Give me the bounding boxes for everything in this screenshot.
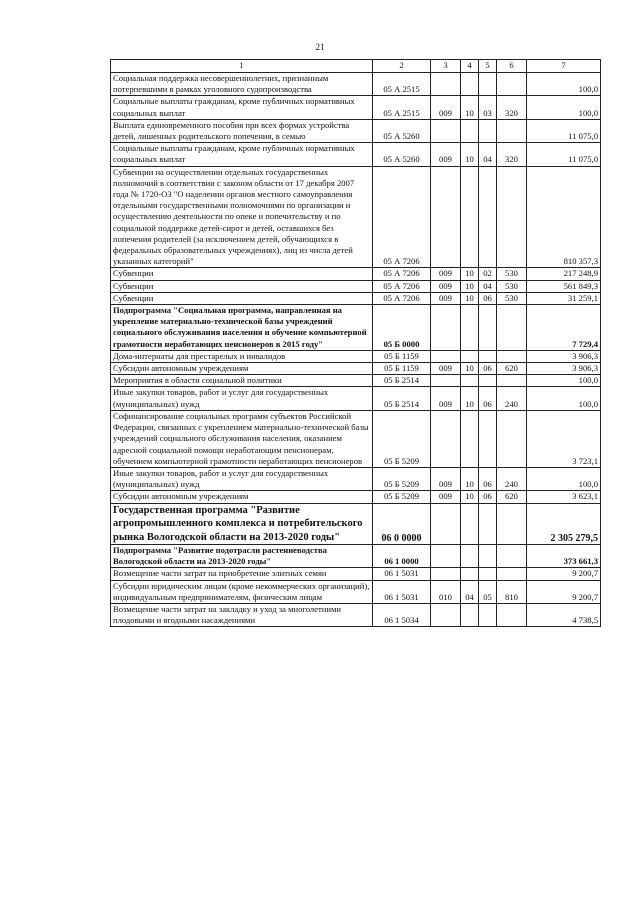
row-name: Субвенции на осуществлении отдельных государственных полномочий в соответствии с законом области от 17 декабря 2007 года № 1720-ОЗ "О наделении органов местного самоуправления отдельными государственными полномочиями по организации и осуществлению деятельности по опеке и попечительству и по социальной поддержке детей-сирот и детей, оставшихся без попечения родителей (за исключением детей, обучающихся в федеральных образовательных учреждениях), лиц из числа детей указанных категорий" [111, 166, 373, 268]
row-code: 05 Б 1159 [373, 350, 431, 362]
row-code: 06 0 0000 [373, 503, 431, 545]
row-code: 05 Б 1159 [373, 363, 431, 375]
row-name: Социальные выплаты гражданам, кроме публичных нормативных социальных выплат [111, 143, 373, 166]
row-sum: 373 661,3 [527, 545, 601, 568]
row-rz: 10 [461, 491, 479, 503]
table-row [111, 568, 601, 580]
row-vr [497, 350, 527, 362]
row-code: 06 1 5031 [373, 568, 431, 580]
row-rz [461, 350, 479, 362]
row-rz: 10 [461, 96, 479, 119]
row-grbs [431, 568, 461, 580]
row-pr [479, 410, 497, 467]
row-vr: 240 [497, 467, 527, 490]
row-sum: 4 738,5 [527, 604, 601, 627]
row-rz: 10 [461, 143, 479, 166]
row-rz [461, 119, 479, 142]
header-col-5: 5 [479, 60, 497, 73]
table-row [111, 375, 601, 387]
table-row [111, 166, 601, 268]
row-name: Иные закупки товаров, работ и услуг для государственных (муниципальных) нужд [111, 387, 373, 410]
row-grbs: 009 [431, 387, 461, 410]
row-sum: 100,0 [527, 467, 601, 490]
row-grbs: 009 [431, 268, 461, 280]
table-row [111, 467, 601, 490]
budget-table [110, 59, 601, 627]
row-sum: 3 623,1 [527, 491, 601, 503]
table-row [111, 73, 601, 96]
row-vr [497, 305, 527, 351]
row-sum: 217 248,9 [527, 268, 601, 280]
row-vr: 620 [497, 363, 527, 375]
table-row [111, 305, 601, 351]
header-col-7: 7 [527, 60, 601, 73]
row-vr: 320 [497, 143, 527, 166]
row-code: 05 А 5260 [373, 119, 431, 142]
row-pr [479, 119, 497, 142]
row-pr [479, 604, 497, 627]
row-name: Субсидии автономным учреждениям [111, 363, 373, 375]
row-rz: 10 [461, 467, 479, 490]
table-row [111, 580, 601, 603]
row-grbs: 009 [431, 292, 461, 304]
table-row [111, 119, 601, 142]
row-vr: 530 [497, 268, 527, 280]
row-rz [461, 305, 479, 351]
row-rz: 10 [461, 292, 479, 304]
row-name: Возмещение части затрат на закладку и уход за многолетними плодовыми и ягодными насаждениями [111, 604, 373, 627]
table-row [111, 503, 601, 545]
row-pr: 06 [479, 387, 497, 410]
row-sum: 100,0 [527, 387, 601, 410]
row-name: Софинансирование социальных программ субъектов Российской Федерации, связанных с укреплением материально-технической базы учреждений социального обслуживания населения, оказанием адресной социальной помощи неработающим пенсионерам, обучением компьютерной грамотности неработающих пенсионеров [111, 410, 373, 467]
row-name: Субсидии юридическим лицам (кроме некоммерческих организаций), индивидуальным предпринимателям, физическим лицам [111, 580, 373, 603]
row-code: 05 Б 5209 [373, 467, 431, 490]
row-name: Субвенции [111, 292, 373, 304]
row-code: 05 Б 2514 [373, 387, 431, 410]
row-vr: 530 [497, 280, 527, 292]
table-row [111, 280, 601, 292]
row-grbs [431, 410, 461, 467]
header-col-3: 3 [431, 60, 461, 73]
row-code: 05 А 7206 [373, 268, 431, 280]
row-code: 05 А 5260 [373, 143, 431, 166]
row-grbs: 010 [431, 580, 461, 603]
row-vr [497, 410, 527, 467]
row-sum: 11 075,0 [527, 143, 601, 166]
row-grbs: 009 [431, 280, 461, 292]
table-row [111, 410, 601, 467]
table-row [111, 350, 601, 362]
row-sum: 3 723,1 [527, 410, 601, 467]
table-row [111, 387, 601, 410]
row-vr: 620 [497, 491, 527, 503]
row-pr: 06 [479, 363, 497, 375]
row-grbs [431, 305, 461, 351]
row-name: Государственная программа "Развитие агропромышленного комплекса и потребительского рынка Вологодской области на 2013-2020 годы" [111, 503, 373, 545]
row-vr [497, 119, 527, 142]
row-vr [497, 604, 527, 627]
header-col-2: 2 [373, 60, 431, 73]
row-name: Субсидии автономным учреждениям [111, 491, 373, 503]
row-pr: 06 [479, 491, 497, 503]
row-name: Подпрограмма "Развитие подотрасли растениеводства Вологодской области на 2013-2020 годы" [111, 545, 373, 568]
row-pr [479, 545, 497, 568]
row-pr [479, 305, 497, 351]
row-grbs [431, 375, 461, 387]
row-sum: 9 200,7 [527, 568, 601, 580]
row-rz [461, 545, 479, 568]
row-rz [461, 568, 479, 580]
row-vr [497, 73, 527, 96]
row-sum: 810 357,3 [527, 166, 601, 268]
row-name: Выплата единовременного пособия при всех формах устройства детей, лишенных родительского попечения, в семью [111, 119, 373, 142]
row-rz: 04 [461, 580, 479, 603]
row-rz [461, 604, 479, 627]
row-grbs: 009 [431, 363, 461, 375]
row-name: Иные закупки товаров, работ и услуг для государственных (муниципальных) нужд [111, 467, 373, 490]
row-name: Субвенции [111, 280, 373, 292]
row-grbs: 009 [431, 467, 461, 490]
row-pr [479, 350, 497, 362]
row-code: 05 Б 5209 [373, 410, 431, 467]
table-row [111, 143, 601, 166]
row-code: 06 1 0000 [373, 545, 431, 568]
row-pr: 02 [479, 268, 497, 280]
row-pr [479, 166, 497, 268]
row-pr: 06 [479, 292, 497, 304]
row-grbs [431, 350, 461, 362]
row-vr: 810 [497, 580, 527, 603]
row-code: 05 Б 2514 [373, 375, 431, 387]
row-code: 05 А 7206 [373, 292, 431, 304]
row-rz: 10 [461, 280, 479, 292]
row-grbs [431, 166, 461, 268]
row-rz: 10 [461, 363, 479, 375]
row-sum: 3 906,3 [527, 363, 601, 375]
header-col-6: 6 [497, 60, 527, 73]
row-name: Мероприятия в области социальной политики [111, 375, 373, 387]
row-name: Субвенции [111, 268, 373, 280]
row-name: Социальная поддержка несовершеннолетних, признанным потерпевшими в рамках уголовного судопроизводства [111, 73, 373, 96]
row-grbs [431, 73, 461, 96]
row-sum: 100,0 [527, 375, 601, 387]
row-pr [479, 73, 497, 96]
row-pr [479, 375, 497, 387]
row-code: 05 Б 0000 [373, 305, 431, 351]
row-pr: 05 [479, 580, 497, 603]
row-sum: 11 075,0 [527, 119, 601, 142]
row-name: Социальные выплаты гражданам, кроме публичных нормативных социальных выплат [111, 96, 373, 119]
row-code: 06 1 5031 [373, 580, 431, 603]
row-grbs [431, 119, 461, 142]
row-code: 05 А 2515 [373, 96, 431, 119]
header-col-4: 4 [461, 60, 479, 73]
row-rz: 10 [461, 268, 479, 280]
row-code: 06 1 5034 [373, 604, 431, 627]
row-name: Возмещение части затрат на приобретение элитных семян [111, 568, 373, 580]
row-sum: 100,0 [527, 96, 601, 119]
row-pr: 06 [479, 467, 497, 490]
row-sum: 9 200,7 [527, 580, 601, 603]
row-pr [479, 568, 497, 580]
table-row [111, 545, 601, 568]
row-grbs [431, 503, 461, 545]
row-vr [497, 375, 527, 387]
row-code: 05 А 2515 [373, 73, 431, 96]
row-rz: 10 [461, 387, 479, 410]
table-row [111, 604, 601, 627]
row-pr: 04 [479, 280, 497, 292]
row-sum: 3 906,3 [527, 350, 601, 362]
row-vr: 240 [497, 387, 527, 410]
table-row [111, 363, 601, 375]
row-rz [461, 410, 479, 467]
row-vr: 320 [497, 96, 527, 119]
row-rz [461, 375, 479, 387]
row-vr [497, 166, 527, 268]
row-grbs: 009 [431, 491, 461, 503]
row-name: Дома-интернаты для престарелых и инвалидов [111, 350, 373, 362]
row-code: 05 А 7206 [373, 280, 431, 292]
row-name: Подпрограмма "Социальная программа, направленная на укрепление материально-технической базы учреждений социального обслуживания населения и обучение компьютерной грамотности неработающих пенсионеров в 2015 году" [111, 305, 373, 351]
row-sum: 7 729,4 [527, 305, 601, 351]
row-sum: 561 849,3 [527, 280, 601, 292]
table-row [111, 96, 601, 119]
row-rz [461, 503, 479, 545]
row-pr: 03 [479, 96, 497, 119]
row-rz [461, 73, 479, 96]
row-grbs: 009 [431, 143, 461, 166]
table-row [111, 491, 601, 503]
table-body [111, 73, 601, 627]
row-sum: 2 305 279,5 [527, 503, 601, 545]
page-number: 21 [315, 42, 325, 52]
row-code: 05 А 7206 [373, 166, 431, 268]
row-vr [497, 503, 527, 545]
table-row [111, 292, 601, 304]
row-grbs: 009 [431, 96, 461, 119]
row-code: 05 Б 5209 [373, 491, 431, 503]
row-vr [497, 545, 527, 568]
row-grbs [431, 604, 461, 627]
row-sum: 100,0 [527, 73, 601, 96]
row-grbs [431, 545, 461, 568]
row-vr [497, 568, 527, 580]
header-col-1: 1 [111, 60, 373, 73]
row-pr [479, 503, 497, 545]
row-vr: 530 [497, 292, 527, 304]
header-row [111, 60, 601, 73]
row-pr: 04 [479, 143, 497, 166]
table-row [111, 268, 601, 280]
row-sum: 31 259,1 [527, 292, 601, 304]
row-rz [461, 166, 479, 268]
